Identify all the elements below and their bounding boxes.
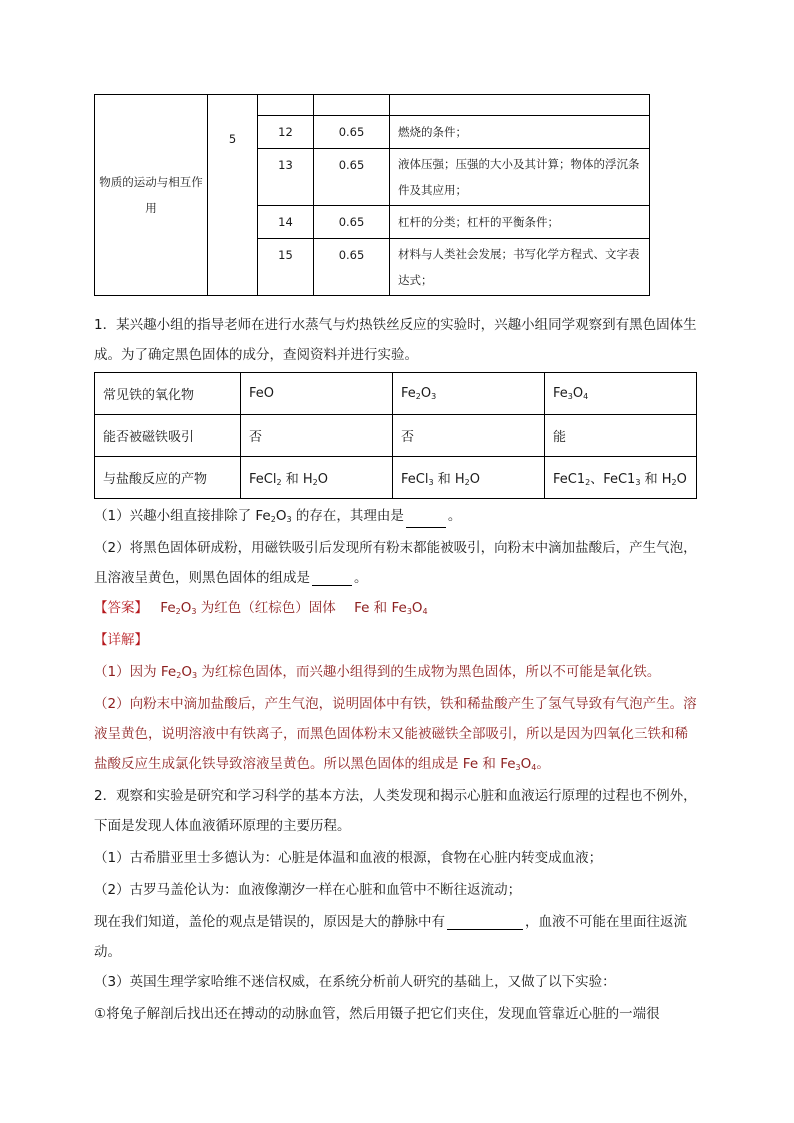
table-row — [95, 457, 697, 499]
q2-s1: （1）古希腊亚里士多德认为：心脏是体温和血液的根源，食物在心脏内转变成血液； — [94, 850, 603, 866]
knowledge-point: 液体压强；压强的大小及其计算；物体的浮沉条件及其应用； — [390, 149, 650, 206]
q2-s2b: 现在我们知道，盖伦的观点是错误的，原因是大的静脉中有 ，血液不可能在里面往返流动。 — [94, 914, 687, 960]
row-label: 与盐酸反应的产物 — [95, 457, 241, 499]
q1-sub1: （1）兴趣小组直接排除了 $Fe_2O_3$ 的存在，其理由是 。 — [94, 501, 700, 535]
table-row — [95, 373, 697, 415]
knowledge-point: 材料与人类社会发展；书写化学方程式、文字表达式； — [390, 239, 650, 296]
difficulty-value: 0.65 — [314, 116, 390, 149]
q1-intro: 1．某兴趣小组的指导老师在进行水蒸气与灼热铁丝反应的实验时，兴趣小组同学观察到有黑色固体生成。为了确定黑色固体的成分，查阅资料并进行实验。 — [94, 317, 697, 363]
question-number: 15 — [258, 239, 314, 296]
q2-s2: （2）古罗马盖伦认为：血液像潮汐一样在心脏和血管中不断往返流动； — [94, 882, 522, 898]
knowledge-point — [390, 95, 650, 116]
question-number: 14 — [258, 206, 314, 239]
topic-text: 物质的运动与相互作用 — [99, 175, 203, 215]
oxide-fe2o3: $Fe_2O_3$ — [393, 373, 545, 415]
detail-2: （2）向粉末中滴加盐酸后，产生气泡，说明固体中有铁，铁和稀盐酸产生了氢气导致有气泡产生。溶液呈黄色，说明溶液中有铁离子，而黑色固体粉末又能被磁铁全部吸引，所以是因为四氧化三铁和稀盐酸反应生成氯化铁导致溶液呈黄色。所以黑色固体的组成是 Fe 和 $Fe_3O_4$。 — [94, 696, 697, 772]
oxide-feo: FeO — [241, 373, 393, 415]
question-number: 13 — [258, 149, 314, 206]
answer-line — [94, 593, 700, 627]
oxide-fe3o4: $Fe_3O_4$ — [545, 373, 697, 415]
topic-cell — [95, 95, 208, 296]
product-fe2o3: FeCl$_3$ 和 $H_2O$ — [393, 457, 545, 499]
score-table — [94, 94, 650, 296]
q2-s3: （3）英国生理学家哈维不迷信权威，在系统分析前人研究的基础上，又做了以下实验： — [94, 974, 616, 990]
table-row — [95, 95, 650, 116]
q1-sub2: （2）将黑色固体研成粉，用磁铁吸引后发现所有粉末都能被吸引，向粉末中滴加盐酸后，产生气泡，且溶液呈黄色，则黑色固体的组成是 。 — [94, 540, 697, 586]
detail-tag: 【详解】 — [94, 632, 148, 648]
table-row — [95, 415, 697, 457]
iron-oxide-table — [94, 372, 697, 499]
difficulty-value: 0.65 — [314, 149, 390, 206]
q2-intro: 2．观察和实验是研究和学习科学的基本方法，人类发现和揭示心脏和血液运行原理的过程也不例外，下面是发现人体血液循环原理的主要历程。 — [94, 788, 697, 834]
answer-2: Fe 和 $Fe_3O_4$ — [354, 600, 428, 616]
product-fe3o4: $FeC1_2$、$FeC1_3$ 和 $H_2O$ — [545, 457, 697, 499]
question-number — [258, 95, 314, 116]
answer-blank[interactable] — [312, 584, 352, 586]
magnet-answer: 否 — [241, 415, 393, 457]
answer-tag: 【答案】 — [94, 600, 148, 616]
difficulty-value: 0.65 — [314, 239, 390, 296]
row-label: 能否被磁铁吸引 — [95, 415, 241, 457]
row-label: 常见铁的氧化物 — [95, 373, 241, 415]
magnet-answer: 能 — [545, 415, 697, 457]
knowledge-point: 燃烧的条件； — [390, 116, 650, 149]
count-cell: 5 — [208, 95, 258, 296]
difficulty-value — [314, 95, 390, 116]
answer-blank[interactable] — [406, 526, 446, 528]
knowledge-point: 杠杆的分类；杠杆的平衡条件； — [390, 206, 650, 239]
detail-1: （1）因为 $Fe_2O_3$ 为红棕色固体，而兴趣小组得到的生成物为黑色固体，所以不可能是氧化铁。 — [94, 664, 661, 680]
q2-s4: ①将兔子解剖后找出还在搏动的动脉血管，然后用镊子把它们夹住，发现血管靠近心脏的一端很 — [94, 1006, 660, 1022]
difficulty-value: 0.65 — [314, 206, 390, 239]
question-number: 12 — [258, 116, 314, 149]
magnet-answer: 否 — [393, 415, 545, 457]
answer-blank[interactable] — [447, 928, 523, 930]
answer-1: $Fe_2O_3$ 为红色（红棕色）固体 — [160, 600, 336, 616]
product-feo: FeCl$_2$ 和 $H_2O$ — [241, 457, 393, 499]
